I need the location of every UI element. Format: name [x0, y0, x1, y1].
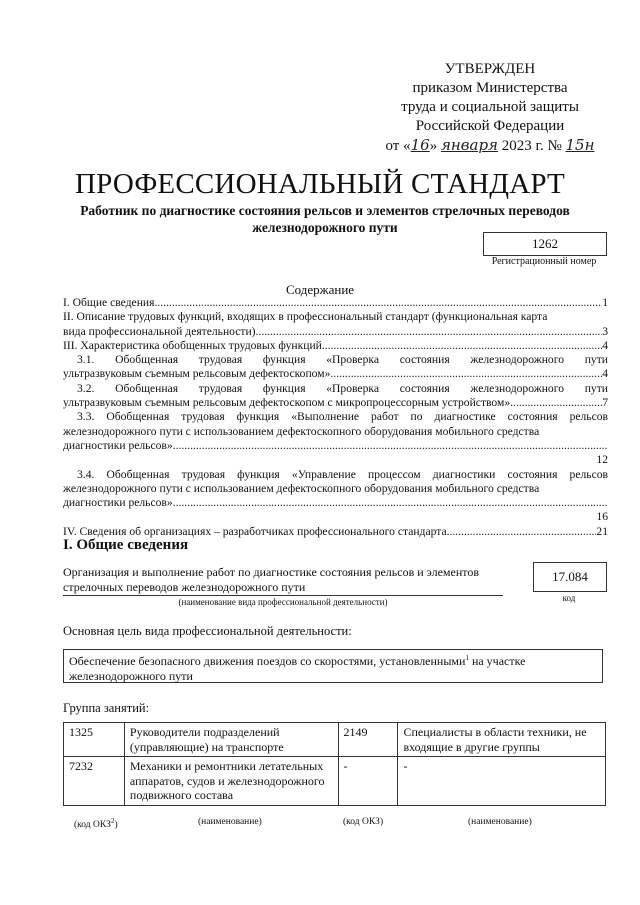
- activity-name: Организация и выполнение работ по диагностике состояния рельсов и элементов стрелочных переводов железнодорожного пути: [63, 565, 503, 596]
- okz-code: 1325: [64, 723, 125, 757]
- okz-code-caption: (код ОКЗ$^2$): [74, 817, 118, 831]
- occupation-name: -: [398, 757, 606, 806]
- toc-entry[interactable]: 3.2. Обобщенная трудовая функция «Проверка состояния железнодорожного пути ультразвуковым съемным рельсовым дефектоскопом с микропроцессорным устройством» ..... 7: [63, 382, 608, 411]
- toc-page: 3: [602, 324, 608, 338]
- toc-entry[interactable]: III. Характеристика обобщенных трудовых функций ..... 4: [63, 339, 608, 353]
- occupation-name: Специалисты в области техники, не входящие в другие группы: [398, 723, 606, 757]
- table-of-contents: [63, 296, 608, 539]
- group-label: Группа занятий:: [63, 701, 150, 715]
- okz-code: -: [338, 757, 398, 806]
- footnote-mark: 1: [465, 654, 469, 662]
- registration-number: 1262: [483, 232, 607, 256]
- toc-page: 4: [602, 367, 608, 381]
- approval-line: приказом Министерства: [412, 80, 568, 96]
- name-caption: (наименование): [468, 817, 532, 827]
- approval-date-line: от «16» января 2023 г. № 15н: [385, 136, 595, 154]
- goal-label: Основная цель вида профессиональной деятельности:: [63, 624, 352, 638]
- document-subtitle: Работник по диагностике состояния рельсов и элементов стрелочных переводов железнодорожного пути: [80, 203, 570, 235]
- approval-title: УТВЕРЖДЕН: [444, 61, 536, 77]
- approval-month: января: [440, 136, 498, 154]
- toc-page: 7: [602, 396, 608, 410]
- occupation-name: Руководители подразделений (управляющие) на транспорте: [124, 723, 338, 757]
- occupation-name: Механики и ремонтники летательных аппаратов, судов и железнодорожного подвижного состава: [124, 757, 338, 806]
- table-row: [64, 723, 606, 757]
- activity-caption: (наименование вида профессиональной деятельности): [178, 597, 388, 607]
- toc-page: 12: [596, 453, 608, 467]
- goal-box: Обеспечение безопасного движения поездов со скоростями, установленными$^1$ на участке железнодорожного пути: [63, 649, 603, 683]
- toc-entry[interactable]: IV. Сведения об организациях – разработчиках профессионального стандарта ..... 21: [63, 525, 608, 539]
- name-caption: (наименование): [198, 817, 262, 827]
- toc-page: 4: [602, 338, 608, 352]
- registration-label: Регистрационный номер: [491, 256, 597, 267]
- table-row: [64, 757, 606, 806]
- toc-page: 1: [602, 296, 608, 309]
- toc-heading: Содержание: [285, 282, 355, 297]
- approval-number: 15н: [565, 136, 595, 154]
- approval-day: 16: [410, 136, 430, 154]
- section-heading: I. Общие сведения: [63, 537, 189, 553]
- okz-code: 7232: [64, 757, 125, 806]
- activity-code: 17.084: [533, 562, 607, 592]
- toc-page: 21: [596, 524, 608, 538]
- occupation-table: [63, 722, 606, 806]
- toc-entry[interactable]: 3.3. Обобщенная трудовая функция «Выполнение работ по диагностике состояния рельсов железнодорожного пути с использованием дефектоскопного оборудования мобильного средства диагностики рельсов» ..... 12: [63, 410, 608, 467]
- toc-entry[interactable]: I. Общие сведения ..... 1: [63, 296, 608, 310]
- okz-code: 2149: [338, 723, 398, 757]
- approval-line: труда и социальной защиты: [401, 99, 579, 115]
- toc-entry[interactable]: 3.1. Обобщенная трудовая функция «Проверка состояния железнодорожного пути ультразвуковым съемным рельсовым дефектоскопом» ..... 4: [63, 353, 608, 382]
- okz-code-caption: (код ОКЗ): [343, 817, 384, 827]
- activity-code-caption: код: [562, 593, 576, 603]
- approval-line: Российской Федерации: [415, 118, 565, 134]
- toc-entry[interactable]: 3.4. Обобщенная трудовая функция «Управление процессом диагностики состояния рельсов железнодорожного пути с использованием дефектоскопного оборудования мобильного средства диагностики рельсов» ..... 16: [63, 468, 608, 525]
- approval-block: [370, 60, 610, 156]
- document-title: ПРОФЕССИОНАЛЬНЫЙ СТАНДАРТ: [75, 168, 565, 200]
- toc-entry[interactable]: II. Описание трудовых функций, входящих в профессиональный стандарт (функциональная карта вида профессиональной деятельности) ..... 3: [63, 310, 608, 339]
- toc-page: 16: [596, 510, 608, 524]
